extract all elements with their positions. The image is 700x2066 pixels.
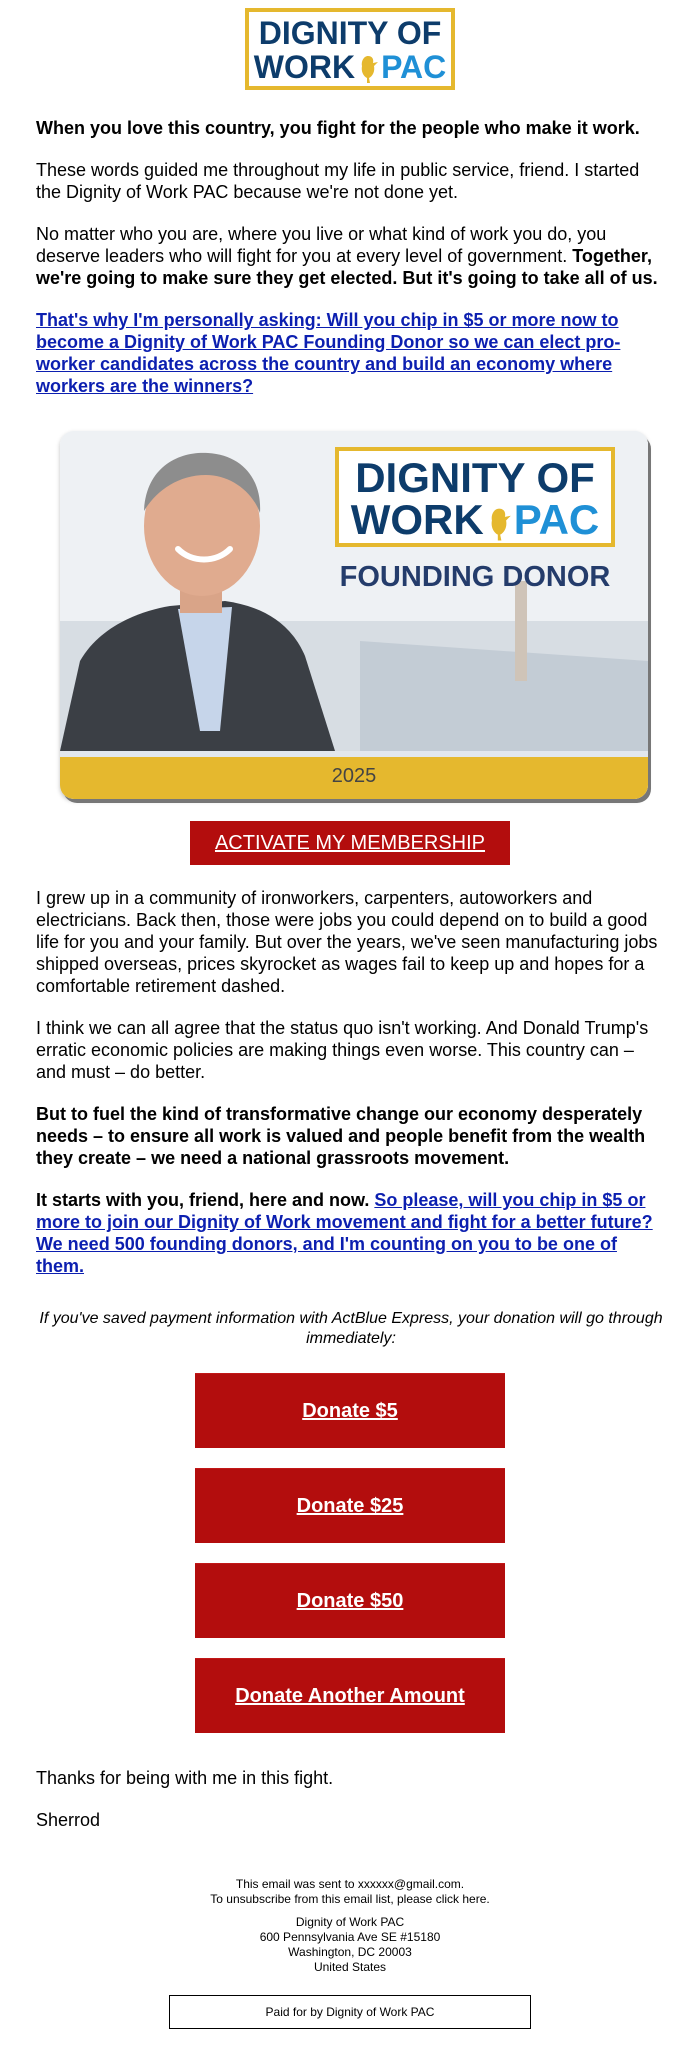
- card-canary-bird-icon: [486, 506, 512, 542]
- body-paragraph-5: But to fuel the kind of transformative change our economy desperately needs – to ensure all work is valued and people benefit from the wealth they create – we need a national grassroots movement.: [36, 1104, 646, 1168]
- body-paragraph-3: I grew up in a community of ironworkers, carpenters, autoworkers and electricians. Back then, those were jobs you could depend on to build a good life for you and your family. But over the years, we've seen manufacturing jobs shipped overseas, prices skyrocket as wages fail to keep up and hopes for a comfortable retirement dashed.: [36, 888, 658, 996]
- paid-for-disclaimer: Paid for by Dignity of Work PAC: [169, 1995, 531, 2029]
- founding-donor-card: [60, 431, 648, 799]
- body-paragraph-4: I think we can all agree that the status quo isn't working. And Donald Trump's erratic economic policies are making things even worse. This country can – and must – do better.: [36, 1018, 649, 1082]
- body-paragraph-6-bold: It starts with you, friend, here and now.: [36, 1190, 375, 1210]
- footer-street: 600 Pennsylvania Ave SE #15180: [259, 1930, 441, 1944]
- email-body-continued: [0, 887, 700, 1349]
- email-footer: [0, 1877, 700, 2029]
- signoff-thanks: Thanks for being with me in this fight.: [36, 1768, 334, 1788]
- footer-country: United States: [313, 1960, 387, 1974]
- email-body: [0, 117, 700, 397]
- activate-area: [0, 821, 700, 865]
- intro-paragraph-2-bold: Together, we're going to make sure they get elected. But it's going to take all of us.: [36, 246, 658, 288]
- signoff-name: Sherrod: [36, 1810, 101, 1830]
- signoff-area: [0, 1767, 700, 1831]
- donate-50-button[interactable]: Donate $50: [195, 1563, 505, 1638]
- activate-membership-button[interactable]: ACTIVATE MY MEMBERSHIP: [190, 821, 510, 865]
- logo-pac-text: PAC: [381, 49, 447, 85]
- actblue-express-note: If you've saved payment information with ActBlue Express, your donation will go through immediately:: [39, 1310, 663, 1347]
- logo-work-text: WORK: [253, 49, 356, 85]
- card-year: 2025: [331, 765, 377, 787]
- header-logo-area: [0, 0, 700, 95]
- founding-donor-card-link[interactable]: [60, 431, 648, 799]
- donate-another-amount-button[interactable]: Donate Another Amount: [195, 1658, 505, 1733]
- founding-donor-title: FOUNDING DONOR: [339, 561, 611, 593]
- dignity-of-work-pac-logo[interactable]: [245, 8, 455, 90]
- card-year-band: [60, 757, 648, 799]
- logo-text-line2: [249, 50, 451, 84]
- intro-paragraph-2: [36, 223, 666, 289]
- logo-text-line1: DIGNITY OF: [258, 15, 442, 51]
- intro-paragraph-1: These words guided me throughout my life in public service, friend. I started the Dignity of Work PAC because we're not done yet.: [36, 160, 640, 202]
- card-logo: [335, 447, 615, 547]
- founding-donor-ask-link[interactable]: That's why I'm personally asking: Will you chip in $5 or more now to become a Dignity of Work PAC Founding Donor so we can elect pro-worker candidates across the country and build an economy where workers are the winners?: [36, 310, 621, 396]
- body-paragraph-6: [36, 1189, 666, 1277]
- intro-paragraph-2-plain: No matter who you are, where you live or what kind of work you do, you deserve leaders who will fight for you at every level of government.: [36, 224, 607, 266]
- headline: When you love this country, you fight for the people who make it work.: [36, 118, 640, 138]
- card-logo-line2: [339, 496, 611, 543]
- footer-sent-to: This email was sent to xxxxxx@gmail.com.: [235, 1877, 465, 1891]
- footer-unsubscribe-link[interactable]: To unsubscribe from this email list, please click here.: [210, 1892, 490, 1906]
- join-movement-link[interactable]: So please, will you chip in $5 or more to join our Dignity of Work movement and fight for a better future? We need 500 founding donors, and I'm counting on you to be one of them.: [36, 1190, 653, 1276]
- card-logo-pac-text: PAC: [513, 496, 600, 543]
- card-logo-work-text: WORK: [350, 496, 484, 543]
- ask-paragraph: [36, 309, 666, 397]
- donate-25-button[interactable]: Donate $25: [195, 1468, 505, 1543]
- donate-5-button[interactable]: Donate $5: [195, 1373, 505, 1448]
- footer-city: Washington, DC 20003: [288, 1945, 412, 1959]
- footer-org-name: Dignity of Work PAC: [295, 1915, 405, 1929]
- canary-bird-icon: [357, 54, 379, 84]
- donate-button-list: [0, 1373, 700, 1733]
- card-logo-line1: DIGNITY OF: [355, 454, 595, 501]
